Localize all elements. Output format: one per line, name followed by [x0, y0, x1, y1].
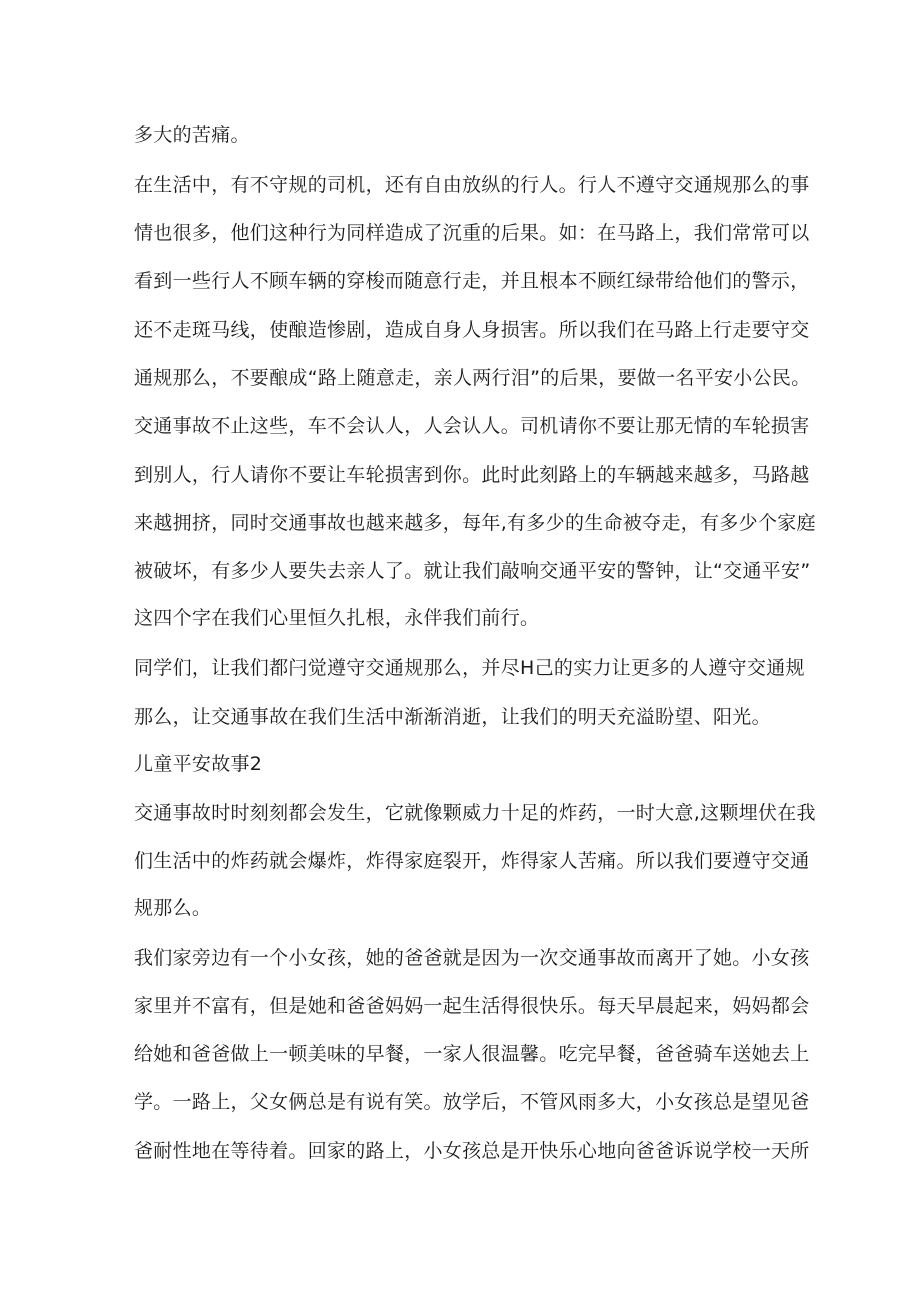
text-line: 到别人，行人请你不要让车轮损害到你。此时此刻路上的车辆越来越多，马路越	[134, 464, 810, 486]
text-line: 给她和爸爸做上一顿美味的早餐，一家人很温馨。吃完早餐，爸爸骑车送她去上	[134, 1043, 810, 1065]
text-line: 还不走斑马线，使酿造惨剧，造成自身人身损害。所以我们在马路上行走要守交	[134, 319, 810, 341]
text-line: 这四个字在我们心里恒久扎根，永伴我们前行。	[134, 607, 540, 629]
text-line: 交通事故不止这些，车不会认人，人会认人。司机请你不要让那无情的车轮损害	[134, 415, 810, 437]
text-line: 被破坏，有多少人要失去亲人了。就让我们敲响交通平安的警钟，让“交通平安”	[134, 560, 811, 582]
text-line: 那么，让交通事故在我们生活中渐渐消逝，让我们的明天充溢盼望、阳光。	[134, 706, 771, 728]
text-line: 交通事故时时刻刻都会发生，它就像颗威力十足的炸药，一时大意,这颗埋伏在我	[134, 802, 816, 824]
text-line: 来越拥挤，同时交通事故也越来越多，每年,有多少的生命被夺走，有多少个家庭	[134, 512, 816, 534]
text-line: 规那么。	[134, 897, 212, 919]
text-line: 通规那么，不要酿成“路上随意走，亲人两行泪”的后果，要做一名平安小公民。	[134, 367, 811, 389]
text-line: 看到一些行人不顾车辆的穿梭而随意行走，并且根本不顾红绿带给他们的警示，	[134, 270, 810, 292]
text-line: 情也很多，他们这种行为同样造成了沉重的后果。如：在马路上，我们常常可以	[134, 222, 810, 244]
text-line: 同学们，让我们都闩觉遵守交通规那么，并尽H己的实力让更多的人遵守交通规	[134, 657, 805, 679]
text-line: 在生活中，有不守规的司机，还有自由放纵的行人。行人不遵守交通规那么的事	[134, 174, 810, 196]
text-line: 学。一路上，父女俩总是有说有笑。放学后，不管风雨多大，小女孩总是望见爸	[134, 1091, 810, 1113]
text-line: 我们家旁边有一个小女孩，她的爸爸就是因为一次交通事故而离开了她。小女孩	[134, 947, 810, 969]
section-heading: 儿童平安故事2	[134, 753, 263, 775]
text-line: 多大的苦痛。	[134, 124, 250, 146]
text-line: 们生活中的炸药就会爆炸，炸得家庭裂开，炸得家人苦痛。所以我们要遵守交通	[134, 850, 810, 872]
text-line: 家里并不富有，但是她和爸爸妈妈一起生活得很快乐。每天早晨起来，妈妈都会	[134, 995, 810, 1017]
text-line: 爸耐性地在等待着。回家的路上，小女孩总是开快乐心地向爸爸诉说学校一天所	[134, 1140, 810, 1162]
